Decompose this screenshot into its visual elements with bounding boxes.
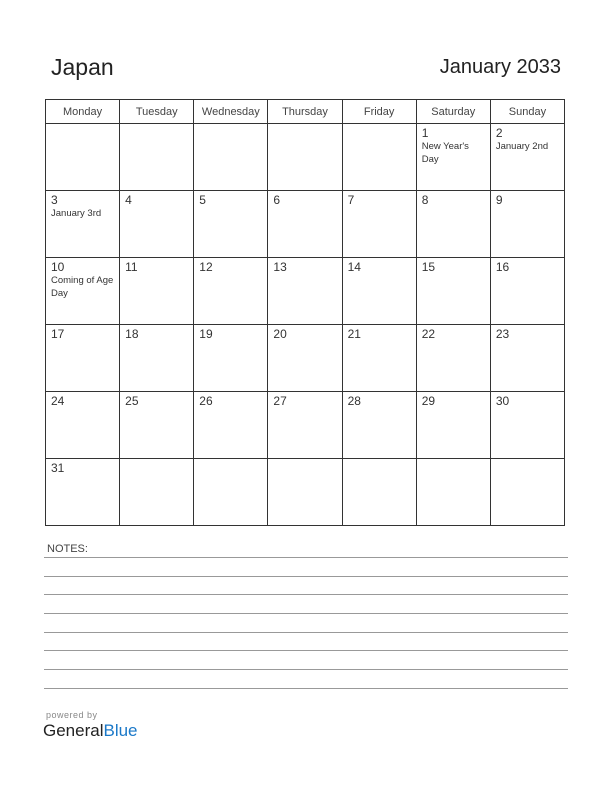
calendar-day-cell[interactable] <box>490 325 564 392</box>
day-number: 1 <box>421 126 429 140</box>
calendar-day-cell[interactable] <box>46 258 120 325</box>
day-number: 10 <box>51 260 65 274</box>
day-number: 7 <box>347 193 355 207</box>
day-number: 13 <box>273 260 287 274</box>
note-line <box>44 669 568 670</box>
calendar-day-cell[interactable] <box>120 459 194 526</box>
weekday-header: Sunday <box>490 100 564 124</box>
day-number: 27 <box>273 394 287 408</box>
day-number: 15 <box>421 260 436 274</box>
calendar-day-cell[interactable] <box>46 191 120 258</box>
weekday-header: Friday <box>342 100 416 124</box>
calendar-day-cell[interactable] <box>490 392 564 459</box>
calendar-week-row <box>46 191 565 258</box>
note-line <box>44 650 568 651</box>
calendar-day-cell[interactable] <box>120 124 194 191</box>
calendar-day-cell[interactable] <box>46 459 120 526</box>
calendar-day-cell[interactable] <box>416 124 490 191</box>
country-title: Japan <box>51 54 114 80</box>
day-number: 25 <box>125 394 139 408</box>
weekday-header: Saturday <box>416 100 490 124</box>
calendar-day-cell[interactable] <box>46 392 120 459</box>
day-number: 6 <box>273 193 281 207</box>
calendar-day-cell[interactable] <box>120 191 194 258</box>
day-number: 2 <box>495 126 503 140</box>
calendar-day-cell[interactable] <box>194 459 268 526</box>
holiday-label: New Year's Day <box>421 141 469 165</box>
note-line <box>44 576 568 577</box>
calendar-day-cell[interactable] <box>46 325 120 392</box>
day-number: 18 <box>125 327 139 341</box>
day-number: 4 <box>125 193 132 207</box>
day-number: 31 <box>51 461 65 475</box>
day-number: 28 <box>347 394 361 408</box>
calendar-day-cell[interactable] <box>268 258 342 325</box>
month-year-title: January 2033 <box>439 56 561 78</box>
calendar-week-row <box>46 325 565 392</box>
brand-blue: Blue <box>103 721 138 740</box>
day-number: 19 <box>199 327 213 341</box>
calendar-day-cell[interactable] <box>268 392 342 459</box>
calendar-day-cell[interactable] <box>120 258 194 325</box>
day-number: 23 <box>495 327 510 341</box>
note-line <box>44 613 568 614</box>
note-line <box>44 594 568 595</box>
note-line <box>44 632 568 633</box>
day-number: 22 <box>421 327 436 341</box>
calendar-day-cell[interactable] <box>120 392 194 459</box>
day-number: 12 <box>199 260 213 274</box>
day-number: 3 <box>51 193 58 207</box>
powered-by-text: powered by <box>46 710 98 720</box>
brand-general: General <box>43 721 104 740</box>
day-number: 21 <box>347 327 361 341</box>
calendar-day-cell[interactable] <box>120 325 194 392</box>
calendar-day-cell[interactable] <box>416 258 490 325</box>
calendar-day-cell[interactable] <box>268 325 342 392</box>
weekday-header: Wednesday <box>194 100 268 124</box>
calendar-day-cell[interactable] <box>342 124 416 191</box>
weekday-header: Monday <box>46 100 120 124</box>
calendar-day-cell[interactable] <box>490 124 564 191</box>
weekday-header: Tuesday <box>120 100 194 124</box>
calendar-day-cell[interactable] <box>342 258 416 325</box>
holiday-label: January 2nd <box>495 141 549 152</box>
day-number: 20 <box>273 327 287 341</box>
day-number: 11 <box>125 260 138 274</box>
calendar-day-cell[interactable] <box>416 459 490 526</box>
calendar-day-cell[interactable] <box>194 325 268 392</box>
day-number: 5 <box>199 193 206 207</box>
day-number: 16 <box>495 260 510 274</box>
weekday-header: Thursday <box>268 100 342 124</box>
calendar-day-cell[interactable] <box>342 459 416 526</box>
calendar-day-cell[interactable] <box>342 392 416 459</box>
calendar-day-cell[interactable] <box>416 325 490 392</box>
holiday-label: Coming of Age Day <box>51 275 114 299</box>
notes-label: NOTES: <box>47 543 88 555</box>
calendar-day-cell[interactable] <box>416 392 490 459</box>
note-line <box>44 557 568 558</box>
day-number: 14 <box>347 260 361 274</box>
day-number: 26 <box>199 394 213 408</box>
day-number: 8 <box>421 193 429 207</box>
day-number: 29 <box>421 394 436 408</box>
calendar-day-cell[interactable] <box>194 124 268 191</box>
calendar-week-row <box>46 258 565 325</box>
calendar-day-cell[interactable] <box>490 258 564 325</box>
day-number: 17 <box>51 327 65 341</box>
weekday-header-row <box>46 100 565 124</box>
calendar-day-cell[interactable] <box>194 392 268 459</box>
calendar-day-cell[interactable] <box>490 459 564 526</box>
calendar-day-cell[interactable] <box>194 258 268 325</box>
holiday-label: January 3rd <box>51 208 102 219</box>
calendar-day-cell[interactable] <box>268 459 342 526</box>
calendar-day-cell[interactable] <box>46 124 120 191</box>
day-number: 30 <box>495 394 510 408</box>
calendar-week-row <box>46 124 565 191</box>
calendar-day-cell[interactable] <box>268 124 342 191</box>
note-line <box>44 688 568 689</box>
day-number: 24 <box>51 394 65 408</box>
calendar-day-cell[interactable] <box>194 191 268 258</box>
brand-logo[interactable] <box>43 721 138 741</box>
calendar-day-cell[interactable] <box>416 191 490 258</box>
calendar-grid <box>45 99 565 526</box>
calendar-week-row <box>46 459 565 526</box>
calendar-day-cell[interactable] <box>342 191 416 258</box>
calendar-day-cell[interactable] <box>342 325 416 392</box>
calendar-week-row <box>46 392 565 459</box>
day-number: 9 <box>495 193 503 207</box>
calendar-day-cell[interactable] <box>268 191 342 258</box>
calendar-day-cell[interactable] <box>490 191 564 258</box>
